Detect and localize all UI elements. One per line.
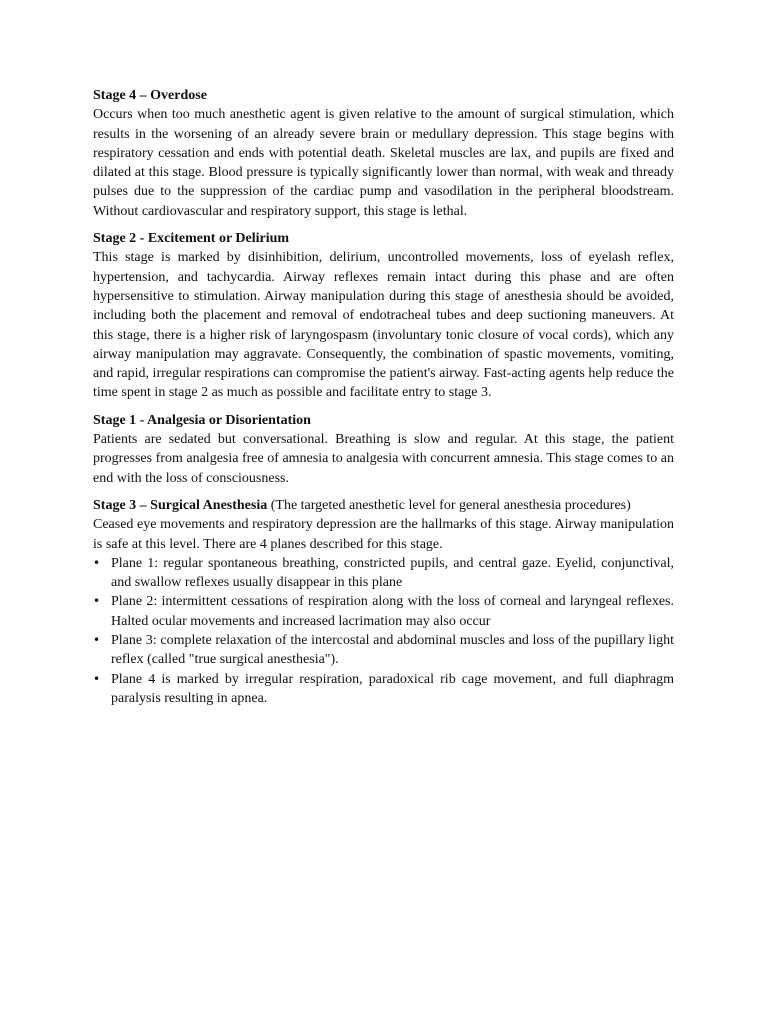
- section-stage-3: [93, 496, 674, 708]
- section-heading: Stage 2 - Excitement or Delirium: [93, 231, 290, 247]
- list-item-plane-3: [93, 631, 674, 670]
- bullet-icon: •: [93, 633, 101, 648]
- section-body: Occurs when too much anesthetic agent is given relative to the amount of surgical stimulation, which results in the worsening of an already severe brain or medullary depression. This stage begins with respiratory cessation and ends with potential death. Skeletal muscles are lax, and pupils are fixed and dilated at this stage. Blood pressure is typically significantly lower than normal, with weak and thready pulses due to the suppression of the cardiac pump and vasodilation in the peripheral bloodstream. Without cardiovascular and respiratory support, this stage is lethal.: [93, 107, 674, 219]
- section-stage-2: [93, 229, 674, 403]
- section-heading: Stage 3 – Surgical Anesthesia: [93, 497, 268, 513]
- list-item-text: Plane 1: regular spontaneous breathing, constricted pupils, and central gaze. Eyelid, conjunctival, and swallow reflexes usually disappear in this plane: [111, 555, 674, 591]
- section-body: This stage is marked by disinhibition, delirium, uncontrolled movements, loss of eyelash reflex, hypertension, and tachycardia. Airway reflexes remain intact during this phase and are often hypersensitive to stimulation. Airway manipulation during this stage of anesthesia should be avoided, including both the placement and removal of endotracheal tubes and deep suctioning maneuvers. At this stage, there is a higher risk of laryngospasm (involuntary tonic closure of vocal cords), which any airway manipulation may aggravate. Consequently, the combination of spastic movements, vomiting, and rapid, irregular respirations can compromise the patient's airway. Fast-acting agents help reduce the time spent in stage 2 as much as possible and facilitate entry to stage 3.: [93, 250, 674, 401]
- list-item-text: Plane 3: complete relaxation of the intercostal and abdominal muscles and loss of the pupillary light reflex (called "true surgical anesthesia").: [111, 633, 674, 668]
- bullet-icon: •: [93, 555, 101, 570]
- list-item-plane-1: [93, 554, 674, 593]
- list-item-plane-2: [93, 592, 674, 631]
- section-heading-note: (The targeted anesthetic level for general anesthesia procedures): [267, 497, 631, 513]
- section-heading-line: [93, 496, 674, 515]
- bullet-icon: •: [93, 671, 101, 686]
- document-page: [93, 86, 674, 716]
- section-stage-4: [93, 86, 674, 221]
- bullet-icon: •: [93, 594, 101, 609]
- list-item-text: Plane 2: intermittent cessations of respiration along with the loss of corneal and laryngeal reflexes. Halted ocular movements and increased lacrimation may also occur: [111, 594, 674, 629]
- section-heading: Stage 1 - Analgesia or Disorientation: [93, 412, 311, 428]
- section-heading: Stage 4 – Overdose: [93, 88, 207, 103]
- section-body: Patients are sedated but conversational. Breathing is slow and regular. At this stage, the patient progresses from analgesia free of amnesia to analgesia with concurrent amnesia. This stage comes to an end with the loss of consciousness.: [93, 432, 674, 486]
- list-item-plane-4: [93, 670, 674, 709]
- list-item-text: Plane 4 is marked by irregular respiration, paradoxical rib cage movement, and full diaphragm paralysis resulting in apnea.: [111, 671, 674, 706]
- section-body: Ceased eye movements and respiratory depression are the hallmarks of this stage. Airway manipulation is safe at this level. There are 4 planes described for this stage.: [93, 517, 674, 552]
- plane-list: [93, 554, 674, 708]
- section-stage-1: [93, 411, 674, 488]
